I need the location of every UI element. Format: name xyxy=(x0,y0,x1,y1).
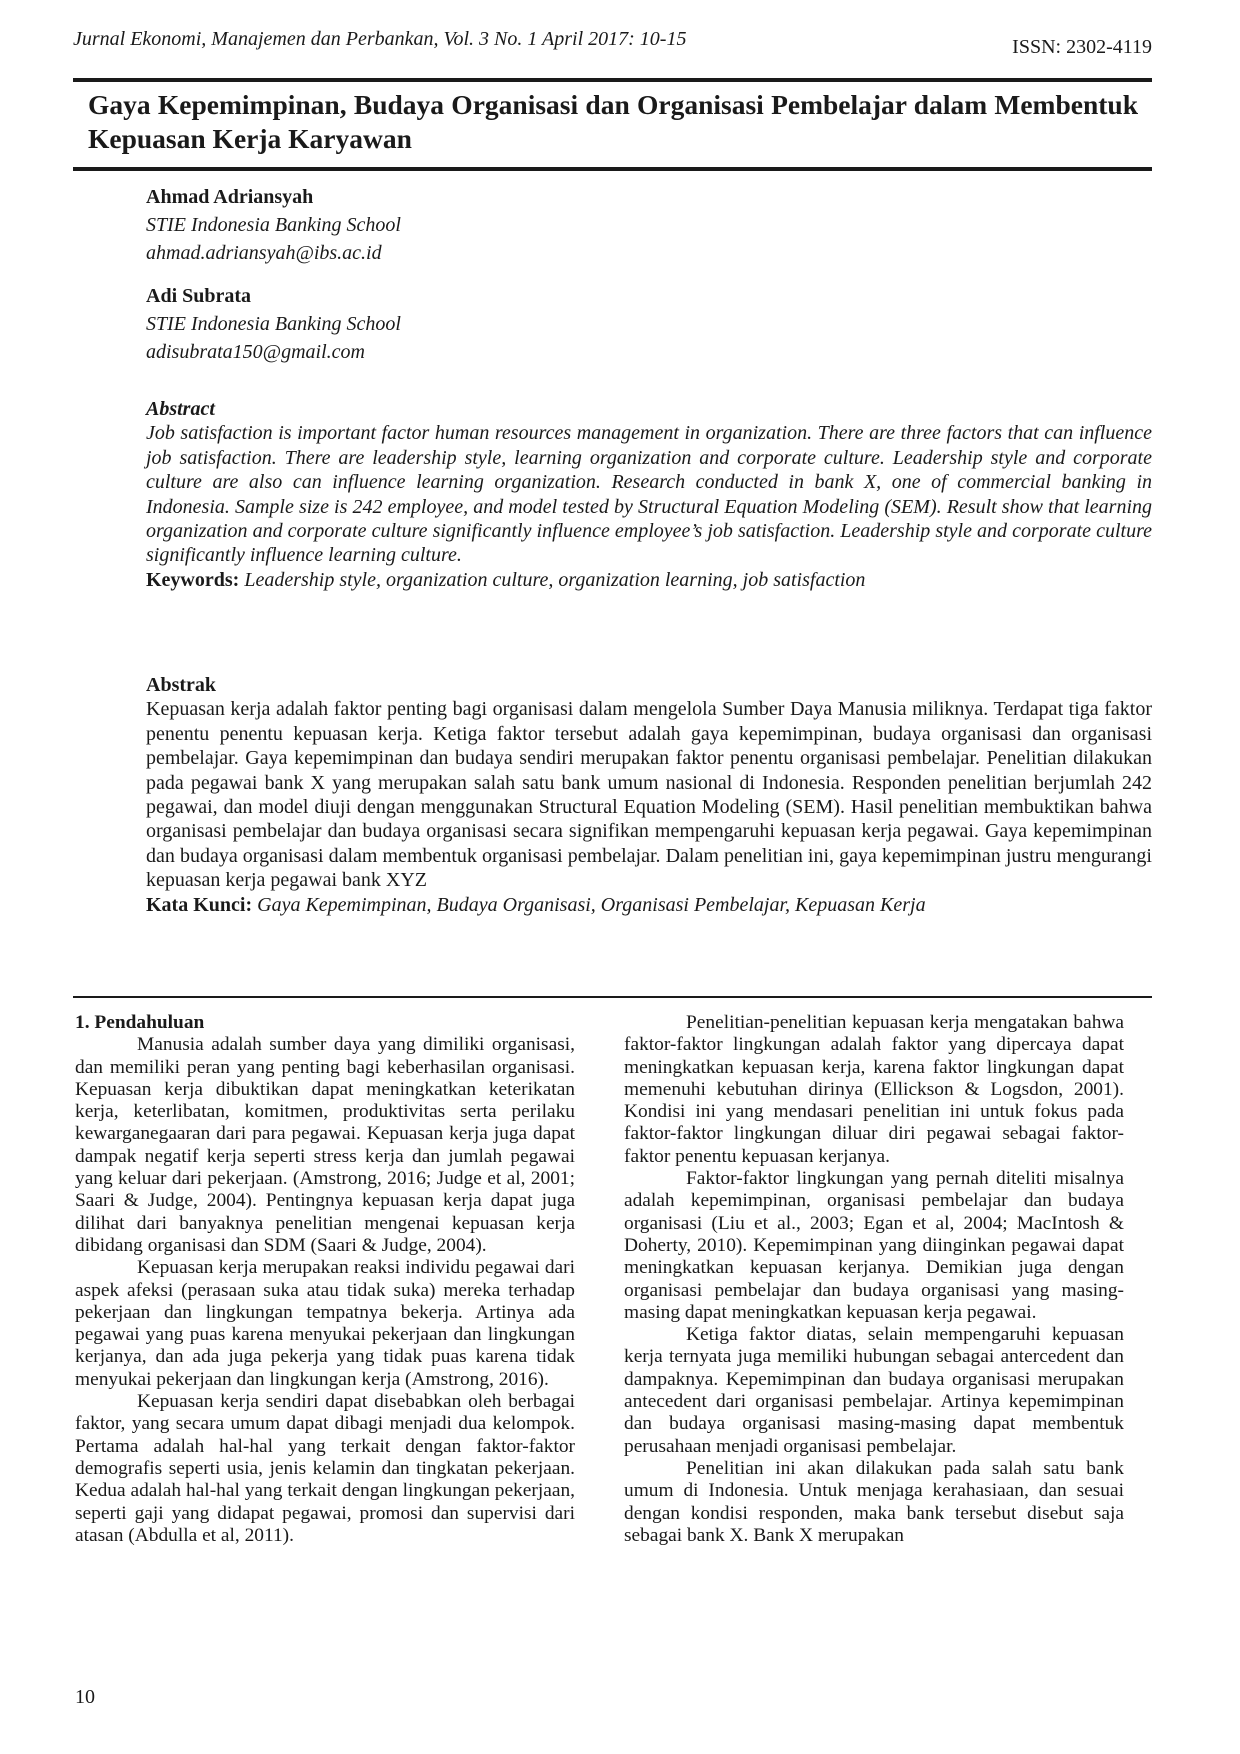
author-block xyxy=(146,282,401,366)
body-paragraph: Penelitian ini akan dilakukan pada salah satu bank umum di Indonesia. Untuk menjaga kerahasiaan, dan sesuai dengan kondisi responden, maka bank tersebut disebut saja sebagai bank X. Bank X merupakan xyxy=(624,1457,1124,1546)
kata-kunci-label: Kata Kunci: xyxy=(146,893,253,916)
abstract-heading: Abstract xyxy=(146,398,215,420)
body-paragraph: Ketiga faktor diatas, selain mempengaruhi kepuasan kerja ternyata juga memiliki hubungan sebagai antercedent dan dampaknya. Kepemimpinan dan budaya organisasi merupakan antecedent dari organisasi pembelajar. Artinya kepemimpinan dan budaya organisasi masing-masing dapat membentuk perusahaan menjadi organisasi pembelajar. xyxy=(624,1324,1124,1457)
header-rule xyxy=(73,78,1152,82)
body-paragraph: Penelitian-penelitian kepuasan kerja mengatakan bahwa faktor-faktor lingkungan adalah faktor yang dipercaya dapat meningkatkan kepuasan kerja, karena faktor lingkungan dapat memenuhi kebutuhan dirinya (Ellickson & Logsdon, 2001). Kondisi ini yang mendasari penelitian ini untuk fokus pada faktor-faktor lingkungan diluar diri pegawai sebagai faktor-faktor penentu kepuasan kerjanya. xyxy=(624,1012,1124,1167)
author-email: ahmad.adriansyah@ibs.ac.id xyxy=(146,242,382,264)
body-paragraph: Manusia adalah sumber daya yang dimiliki organisasi, dan memiliki peran yang penting bagi keberhasilan organisasi. Kepuasan kerja dibuktikan dapat meningkatkan keterikatan kerja, keterlibatan, komitmen, produktivitas serta perilaku kewarganegaaran dari para pegawai. Kepuasan kerja juga dapat dampak negatif kerja seperti stress kerja dan jumlah pegawai yang keluar dari pekerjaan. (Amstrong, 2016; Judge et al, 2001; Saari & Judge, 2004). Pentingnya kepuasan kerja dapat juga dilihat dari banyaknya penelitian mengenai kepuasan kerja dibidang organisasi dan SDM (Saari & Judge, 2004). xyxy=(75,1034,575,1256)
author-affiliation: STIE Indonesia Banking School xyxy=(146,313,401,335)
body-paragraph: Kepuasan kerja sendiri dapat disebabkan oleh berbagai faktor, yang secara umum dapat dibagi menjadi dua kelompok. Pertama adalah hal-hal yang terkait dengan faktor-faktor demografis seperti usia, jenis kelamin dan tingkatan pekerjaan. Kedua adalah hal-hal yang terkait dengan lingkungan pekerjaan, seperti gaji yang didapat pegawai, promosi dan supervisi dari atasan (Abdulla et al, 2011). xyxy=(75,1391,575,1546)
body-paragraph: Kepuasan kerja merupakan reaksi individu pegawai dari aspek afeksi (perasaan suka atau tidak suka) mereka terhadap pekerjaan dan lingkungan tempatnya bekerja. Artinya ada pegawai yang puas karena menyukai pekerjaan dan lingkungan kerjanya, dan ada juga pekerja yang tidak puas karena tidak menyukai pekerjaan dan lingkungan kerja (Amstrong, 2016). xyxy=(75,1257,575,1390)
issn: ISSN: 2302-4119 xyxy=(1012,36,1152,58)
author-name: Adi Subrata xyxy=(146,285,252,307)
author-name: Ahmad Adriansyah xyxy=(146,186,314,208)
paper-title: Gaya Kepemimpinan, Budaya Organisasi dan Organisasi Pembelajar dalam Membentuk Kepuasan Kerja Karyawan xyxy=(88,89,1138,154)
section-heading: 1. Pendahuluan xyxy=(75,1012,205,1033)
abstract-text: Job satisfaction is important factor human resources management in organization. There are three factors that can influence job satisfaction. There are leadership style, learning organization and corporate culture. Leadership style and corporate culture are also can influence learning organization. Research conducted in bank X, one of commercial banking in Indonesia. Sample size is 242 employee, and model tested by Structural Equation Modeling (SEM). Result show that learning organization and corporate culture significantly influence employee’s job satisfaction. Leadership style and corporate culture significantly influence learning culture. xyxy=(146,422,1152,567)
running-header xyxy=(73,28,1152,68)
kata-kunci-line xyxy=(146,893,1152,917)
author-block xyxy=(146,183,401,267)
body-column-right xyxy=(624,1012,1124,1547)
author-affiliation: STIE Indonesia Banking School xyxy=(146,214,401,236)
author-email: adisubrata150@gmail.com xyxy=(146,341,365,363)
abstrak-text: Kepuasan kerja adalah faktor penting bagi organisasi dalam mengelola Sumber Daya Manusia miliknya. Terdapat tiga faktor penentu penentu kepuasan kerja. Ketiga faktor tersebut adalah gaya kepemimpinan, budaya organisasi dan organisasi pembelajar. Gaya kepemimpinan dan budaya sendiri merupakan faktor penentu organisasi pembelajar. Penelitian dilakukan pada pegawai bank X yang merupakan salah satu bank umum nasional di Indonesia. Responden penelitian berjumlah 242 pegawai, dan model diuji dengan menggunakan Structural Equation Modeling (SEM). Hasil penelitian membuktikan bahwa organisasi pembelajar dan budaya organisasi secara signifikan mempengaruhi kepuasan kerja pegawai. Gaya kepemimpinan dan budaya organisasi dalam membentuk organisasi pembelajar. Dalam penelitian ini, gaya kepemimpinan justru mengurangi kepuasan kerja pegawai bank XYZ xyxy=(146,698,1152,892)
abstrak-heading: Abstrak xyxy=(146,674,217,696)
keywords-line xyxy=(146,568,1152,592)
abstract-indonesian xyxy=(146,673,1152,917)
page-number: 10 xyxy=(75,1686,95,1708)
body-column-left xyxy=(75,1012,575,1547)
keywords-text: Leadership style, organization culture, organization learning, job satisfaction xyxy=(244,568,866,591)
abstract-english xyxy=(146,397,1152,592)
body-paragraph: Faktor-faktor lingkungan yang pernah diteliti misalnya adalah kepemimpinan, organisasi pembelajar dan budaya organisasi (Liu et al., 2003; Egan et al, 2004; MacIntosh & Doherty, 2010). Kepemimpinan yang diinginkan pegawai dapat meningkatkan kepuasan kerjanya. Demikian juga dengan organisasi pembelajar dan budaya organisasi yang masing-masing dapat meningkatkan kepuasan kerja pegawai. xyxy=(624,1168,1124,1323)
kata-kunci-text: Gaya Kepemimpinan, Budaya Organisasi, Organisasi Pembelajar, Kepuasan Kerja xyxy=(257,893,926,916)
keywords-label: Keywords: xyxy=(146,568,240,591)
title-rule xyxy=(73,167,1152,171)
journal-citation: Jurnal Ekonomi, Manajemen dan Perbankan, Vol. 3 No. 1 April 2017: 10-15 xyxy=(73,28,687,50)
section-rule xyxy=(73,996,1152,998)
